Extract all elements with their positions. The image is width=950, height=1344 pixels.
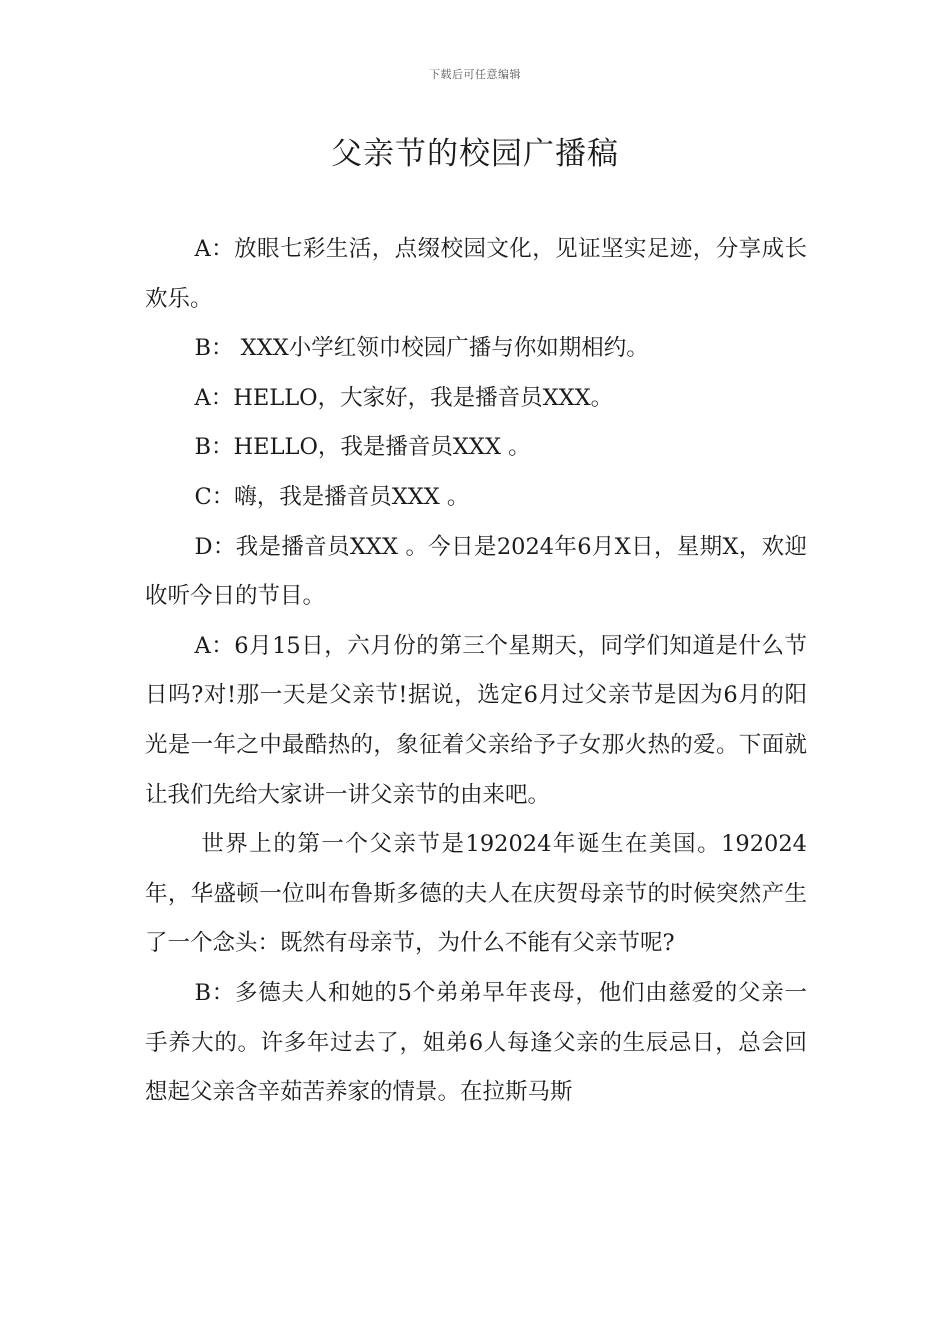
paragraph-6: D：我是播音员XXX 。今日是2024年6月X日，星期X，欢迎收听今日的节目。 [145,533,807,610]
paragraph-5: C：嗨，我是播音员XXX 。 [194,483,470,510]
paragraph-7: A：6月15日，六月份的第三个星期天，同学们知道是什么节日吗?对!那一天是父亲节!据说，选定6月过父亲节是因为6月的阳光是一年之中最酷热的，象征着父亲给予子女那火热的爱。下面就让我们先给大家讲一讲父亲节的由来吧。 [145,632,807,808]
paragraph-8: 世界上的第一个父亲节是192024年诞生在美国。192024年，华盛顿一位叫布鲁斯多德的夫人在庆贺母亲节的时候突然产生了一个念头：既然有母亲节，为什么不能有父亲节呢? [145,831,807,957]
document-title: 父亲节的校园广播稿 [331,136,619,172]
paragraph-1: A：放眼七彩生活，点缀校园文化，见证坚实足迹，分享成长欢乐。 [145,236,807,312]
paragraph-3: A：HELLO，大家好，我是播音员XXX。 [194,384,614,411]
paragraph-2: B： XXX小学红领巾校园广播与你如期相约。 [194,335,649,362]
paragraph-9: B：多德夫人和她的5个弟弟早年丧母，他们由慈爱的父亲一手养大的。许多年过去了，姐弟6人每逢父亲的生辰忌日，总会回想起父亲含辛茹苦养家的情景。在拉斯马斯 [145,979,807,1106]
header-note: 下载后可任意编辑 [429,68,521,81]
document-body [145,225,807,1118]
paragraph-4: B：HELLO，我是播音员XXX 。 [194,434,531,461]
